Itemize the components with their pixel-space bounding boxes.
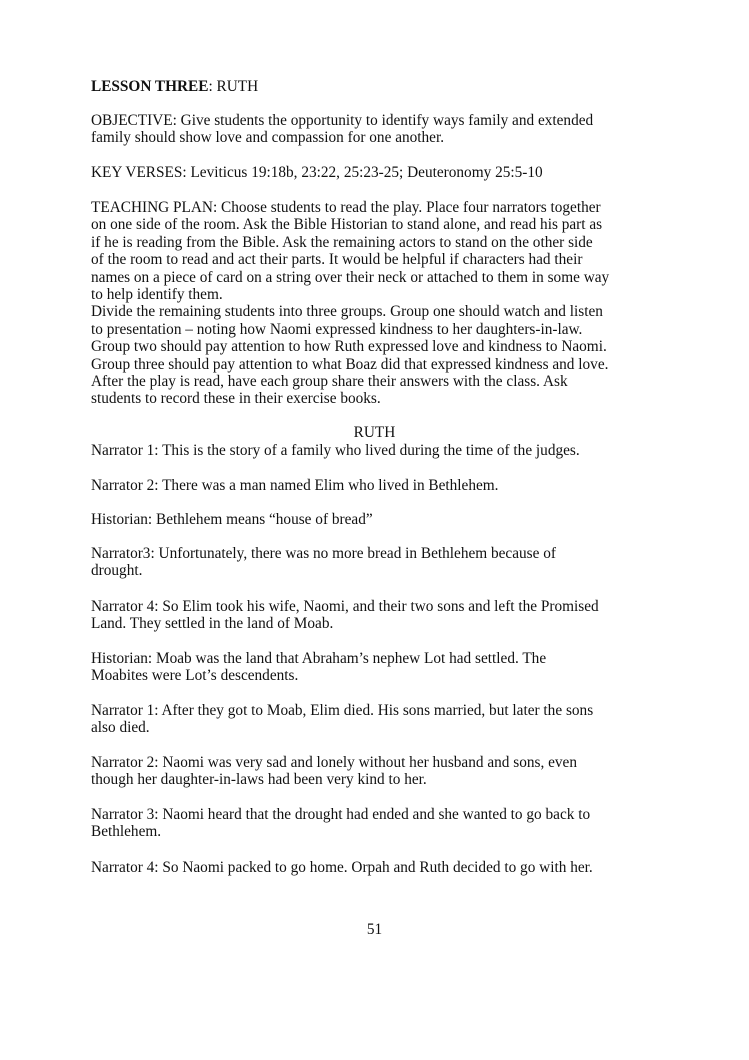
script-line xyxy=(91,442,631,459)
play-title: RUTH xyxy=(353,424,396,441)
script-line xyxy=(91,545,631,580)
line: Group two should pay attention to how Ruth expressed love and kindness to Naomi. xyxy=(91,338,607,356)
line: Group three should pay attention to what Boaz did that expressed kindness and love. xyxy=(91,355,609,373)
line: family should show love and compassion for one another. xyxy=(91,129,445,147)
line: Narrator 4: So Elim took his wife, Naomi, and their two sons and left the Promised xyxy=(91,598,599,615)
line: After the play is read, have each group share their answers with the class. Ask xyxy=(91,373,568,391)
line: though her daughter-in-laws had been very kind to her. xyxy=(91,771,427,789)
line: drought. xyxy=(91,562,143,580)
heading-bold: LESSON THREE xyxy=(91,78,209,95)
line: of the room to read and act their parts. It would be helpful if characters had their xyxy=(91,251,583,269)
line: Narrator 1: This is the story of a family who lived during the time of the judges. xyxy=(91,442,580,459)
key-verses xyxy=(91,164,631,181)
line: Land. They settled in the land of Moab. xyxy=(91,615,334,633)
line: Divide the remaining students into three groups. Group one should watch and listen xyxy=(91,303,603,321)
line: if he is reading from the Bible. Ask the remaining actors to stand on the other side xyxy=(91,233,593,251)
line: Narrator 3: Naomi heard that the drought had ended and she wanted to go back to xyxy=(91,806,591,823)
line: Narrator3: Unfortunately, there was no more bread in Bethlehem because of xyxy=(91,545,556,562)
line: Narrator 2: There was a man named Elim who lived in Bethlehem. xyxy=(91,477,499,494)
line: OBJECTIVE: Give students the opportunity to identify ways family and extended xyxy=(91,112,594,129)
page-number: 51 xyxy=(366,921,383,938)
line: Narrator 1: After they got to Moab, Elim died. His sons married, but later the sons xyxy=(91,702,594,719)
line: students to record these in their exercise books. xyxy=(91,390,381,408)
objective xyxy=(91,112,631,147)
script-line xyxy=(91,754,631,789)
lesson-heading xyxy=(91,78,631,95)
script-line xyxy=(91,650,631,685)
line: also died. xyxy=(91,719,150,737)
line: Historian: Bethlehem means “house of bread” xyxy=(91,511,373,528)
line: names on a piece of card on a string over their neck or attached to them in some way xyxy=(91,268,610,286)
line: Narrator 2: Naomi was very sad and lonely without her husband and sons, even xyxy=(91,754,577,771)
line: TEACHING PLAN: Choose students to read the play. Place four narrators together xyxy=(91,199,601,216)
script-line xyxy=(91,702,631,737)
line: on one side of the room. Ask the Bible Historian to stand alone, and read his part as xyxy=(91,216,603,234)
script-line xyxy=(91,477,631,494)
line: Narrator 4: So Naomi packed to go home. Orpah and Ruth decided to go with her. xyxy=(91,859,593,876)
heading-rest: : RUTH xyxy=(208,78,259,95)
line: Historian: Moab was the land that Abraham’s nephew Lot had settled. The xyxy=(91,650,547,667)
line: KEY VERSES: Leviticus 19:18b, 23:22, 25:23-25; Deuteronomy 25:5-10 xyxy=(91,164,543,181)
line: Moabites were Lot’s descendents. xyxy=(91,667,299,685)
teaching-plan xyxy=(91,199,631,408)
script-line xyxy=(91,806,631,841)
line: to presentation – noting how Naomi expressed kindness to her daughters-in-law. xyxy=(91,320,583,338)
line: to help identify them. xyxy=(91,286,223,304)
script-line xyxy=(91,598,631,633)
script-line xyxy=(91,859,631,876)
line: Bethlehem. xyxy=(91,823,162,841)
script-line xyxy=(91,511,631,528)
